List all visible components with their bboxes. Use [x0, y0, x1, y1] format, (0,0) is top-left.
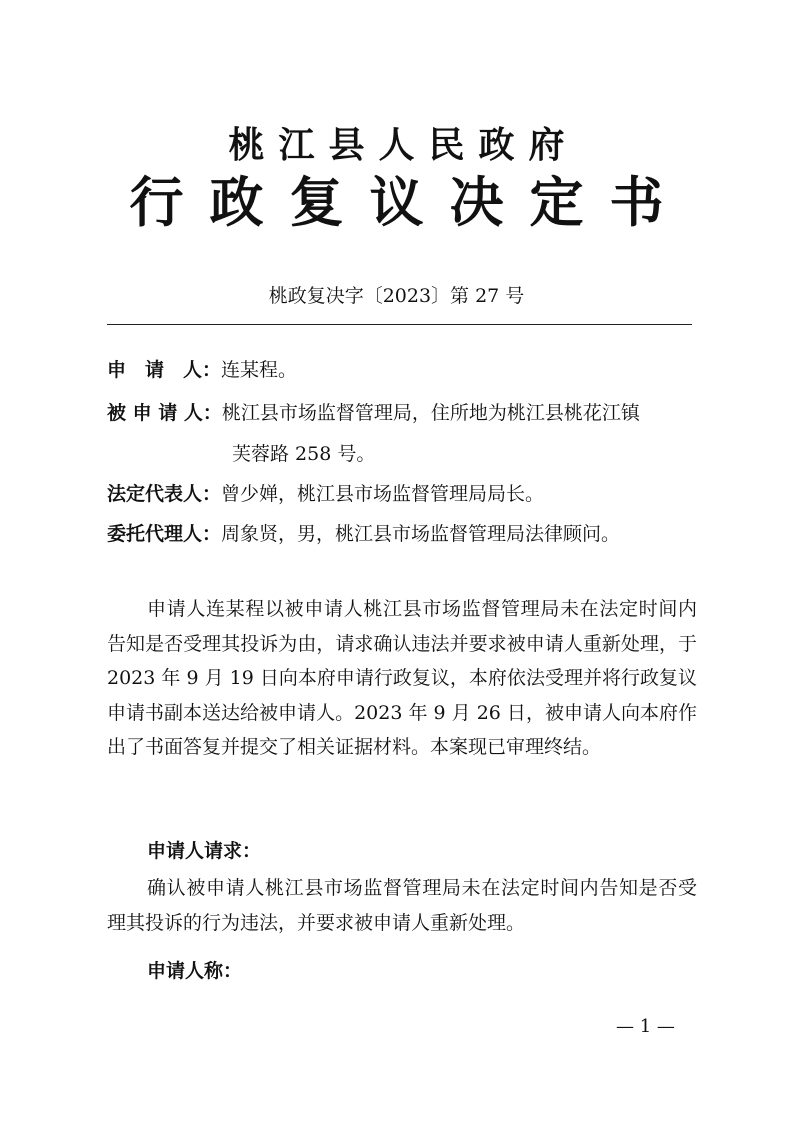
party-value: 连某程。 — [221, 359, 298, 381]
party-agent — [107, 520, 707, 548]
party-applicant — [107, 356, 707, 384]
header-divider — [107, 324, 692, 325]
request-paragraph: 确认被申请人桃江县市场监督管理局未在法定时间内告知是否受理其投诉的行为违法，并要求被申请人重新处理。 — [107, 877, 697, 934]
claims-heading: 申请人称： — [147, 960, 243, 982]
document-number: 桃政复决字〔2023〕第 27 号 — [268, 285, 525, 307]
intro-paragraph: 申请人连某程以被申请人桃江县市场监督管理局未在法定时间内告知是否受理其投诉为由，请求确认违法并要求被申请人重新处理，于 2023 年 9 月 19 日向本府申请行政复议，本府依法受理并将行政复议申请书副本送达给被申请人。2023 年 9 月 26 日，被申请人向本府作出了书面答复并提交了相关证据材料。本案现已审理终结。 — [107, 598, 697, 758]
party-label: 申 请 人： — [107, 359, 222, 381]
issuer-name: 桃江县人民政府 — [228, 125, 579, 166]
party-label: 被 申 请 人： — [107, 402, 222, 424]
party-respondent — [107, 399, 707, 427]
party-legal-representative — [107, 480, 707, 508]
party-value: 周象贤，男，桃江县市场监督管理局法律顾问。 — [221, 523, 621, 545]
party-respondent-address-continuation: 芙蓉路 258 号。 — [232, 443, 376, 465]
party-label: 委托代理人： — [107, 523, 222, 545]
party-value: 曾少婵，桃江县市场监督管理局局长。 — [221, 483, 545, 505]
party-value: 桃江县市场监督管理局，住所地为桃江县桃花江镇 — [221, 402, 640, 424]
page-number: — 1 — — [616, 1016, 675, 1037]
document-title: 行政复议决定书 — [129, 171, 690, 234]
request-heading: 申请人请求： — [147, 840, 262, 862]
party-label: 法定代表人： — [107, 483, 222, 505]
